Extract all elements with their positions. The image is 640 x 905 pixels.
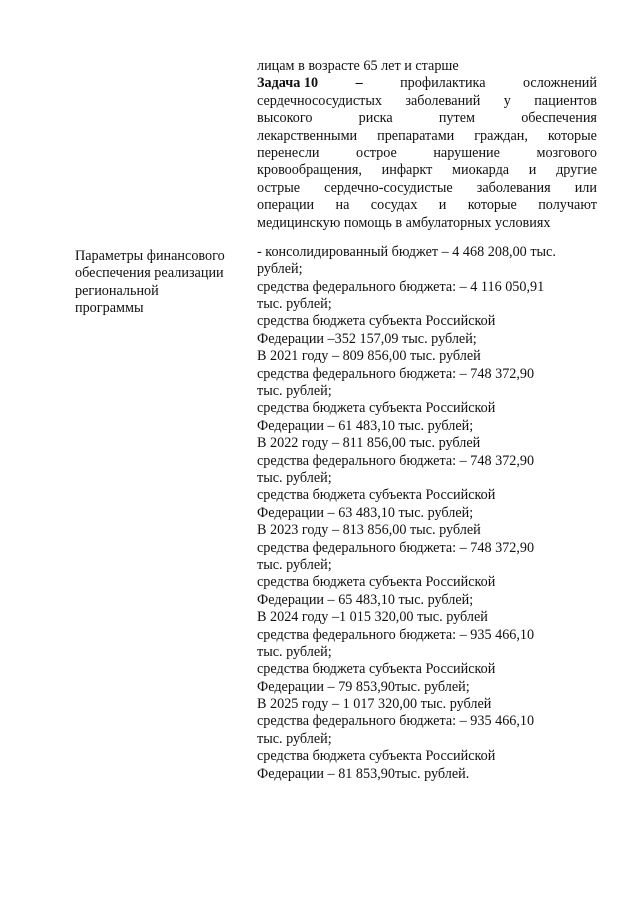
finance-line: средства бюджета субъекта Российской <box>257 661 496 678</box>
task-word: другие <box>556 162 597 179</box>
finance-line: средства бюджета субъекта Российской <box>257 487 496 504</box>
finance-line: средства федерального бюджета: – 935 466,10 <box>257 713 535 730</box>
finance-label <box>75 248 247 318</box>
finance-line: тыс. рублей; <box>257 296 332 313</box>
finance-line: тыс. рублей; <box>257 556 332 573</box>
finance-label-line: региональной <box>75 282 159 299</box>
task-word: заболеваний <box>405 92 481 109</box>
task-word: граждан, <box>474 127 528 144</box>
task-word: сердечно-сосудистые <box>324 179 453 196</box>
task-word: нарушение <box>433 144 500 161</box>
finance-line: Федерации – 63 483,10 тыс. рублей; <box>257 504 474 521</box>
finance-line: Федерации – 79 853,90тыс. рублей; <box>257 678 470 695</box>
finance-label-line: Параметры финансового <box>75 248 225 264</box>
finance-line: В 2024 году –1 015 320,00 тыс. рублей <box>257 609 488 626</box>
task-word: препаратами <box>377 127 455 144</box>
task-word: которые <box>467 197 517 214</box>
task-word: получают <box>538 197 597 214</box>
task-word: мозгового <box>536 144 597 161</box>
finance-line: средства федерального бюджета: – 935 466,10 <box>257 626 535 643</box>
task-word: сердечнососудистых <box>257 92 382 109</box>
finance-line: - консолидированный бюджет – 4 468 208,00 тыс. <box>257 243 556 260</box>
task-word: или <box>574 179 597 196</box>
task-block <box>257 58 597 232</box>
task-word: кровообращения, <box>257 162 362 179</box>
task-word: острые <box>257 179 301 196</box>
task-header-line <box>257 75 597 92</box>
finance-label-line: обеспечения реализации <box>75 265 224 282</box>
task-word: перенесли <box>257 144 320 161</box>
task-label: Задача 10 <box>257 75 319 92</box>
finance-line: средства бюджета субъекта Российской <box>257 574 496 591</box>
task-line <box>257 162 597 179</box>
finance-line: Федерации – 65 483,10 тыс. рублей; <box>257 591 474 608</box>
finance-line: тыс. рублей; <box>257 469 332 486</box>
task-dash: – <box>355 75 363 92</box>
finance-line: В 2021 году – 809 856,00 тыс. рублей <box>257 348 481 365</box>
task-intro-line: лицам в возрасте 65 лет и старше <box>257 58 459 74</box>
finance-line: рублей; <box>257 261 303 278</box>
task-word: риска <box>358 110 393 127</box>
task-word: миокарда <box>452 162 510 179</box>
task-line <box>257 128 597 145</box>
finance-line: тыс. рублей; <box>257 383 332 400</box>
task-line <box>257 180 597 197</box>
finance-line: тыс. рублей; <box>257 643 332 660</box>
task-word: на <box>335 197 350 214</box>
task-word: лекарственными <box>257 127 358 144</box>
task-word: осложнений <box>522 75 597 92</box>
task-word: острое <box>356 144 397 161</box>
task-word: которые <box>547 127 597 144</box>
finance-line: средства федерального бюджета: – 748 372,90 <box>257 452 535 469</box>
task-word: путем <box>438 110 475 127</box>
finance-line: средства федерального бюджета: – 748 372,90 <box>257 539 535 556</box>
task-last-line: медицинскую помощь в амбулаторных условиях <box>257 214 551 231</box>
finance-line: Федерации – 81 853,90тыс. рублей. <box>257 765 470 782</box>
finance-values <box>257 244 597 783</box>
task-line <box>257 145 597 162</box>
finance-line: тыс. рублей; <box>257 730 332 747</box>
finance-label-line: программы <box>75 300 144 317</box>
task-word: высокого <box>257 110 313 127</box>
task-line <box>257 197 597 214</box>
task-word: и <box>528 162 537 179</box>
finance-line: Федерации – 61 483,10 тыс. рублей; <box>257 417 474 434</box>
finance-line: средства бюджета субъекта Российской <box>257 748 496 765</box>
finance-line: В 2023 году – 813 856,00 тыс. рублей <box>257 522 481 539</box>
task-word: пациентов <box>534 92 597 109</box>
task-word: и <box>438 197 447 214</box>
finance-line: средства федерального бюджета: – 748 372,90 <box>257 365 535 382</box>
finance-line: Федерации –352 157,09 тыс. рублей; <box>257 330 477 347</box>
finance-line: средства бюджета субъекта Российской <box>257 400 496 417</box>
task-word: сосудах <box>370 197 418 214</box>
task-word: обеспечения <box>521 110 597 127</box>
finance-line: В 2022 году – 811 856,00 тыс. рублей <box>257 435 481 452</box>
finance-line: средства бюджета субъекта Российской <box>257 313 496 330</box>
task-word: у <box>503 92 511 109</box>
task-line <box>257 110 597 127</box>
task-line <box>257 93 597 110</box>
finance-line: В 2025 году – 1 017 320,00 тыс. рублей <box>257 696 492 713</box>
task-word: операции <box>257 197 315 214</box>
finance-line: средства федерального бюджета: – 4 116 050,91 <box>257 278 545 295</box>
task-word: заболевания <box>476 179 551 196</box>
task-word: профилактика <box>400 75 486 92</box>
content-column <box>257 58 597 783</box>
task-word: инфаркт <box>381 162 433 179</box>
